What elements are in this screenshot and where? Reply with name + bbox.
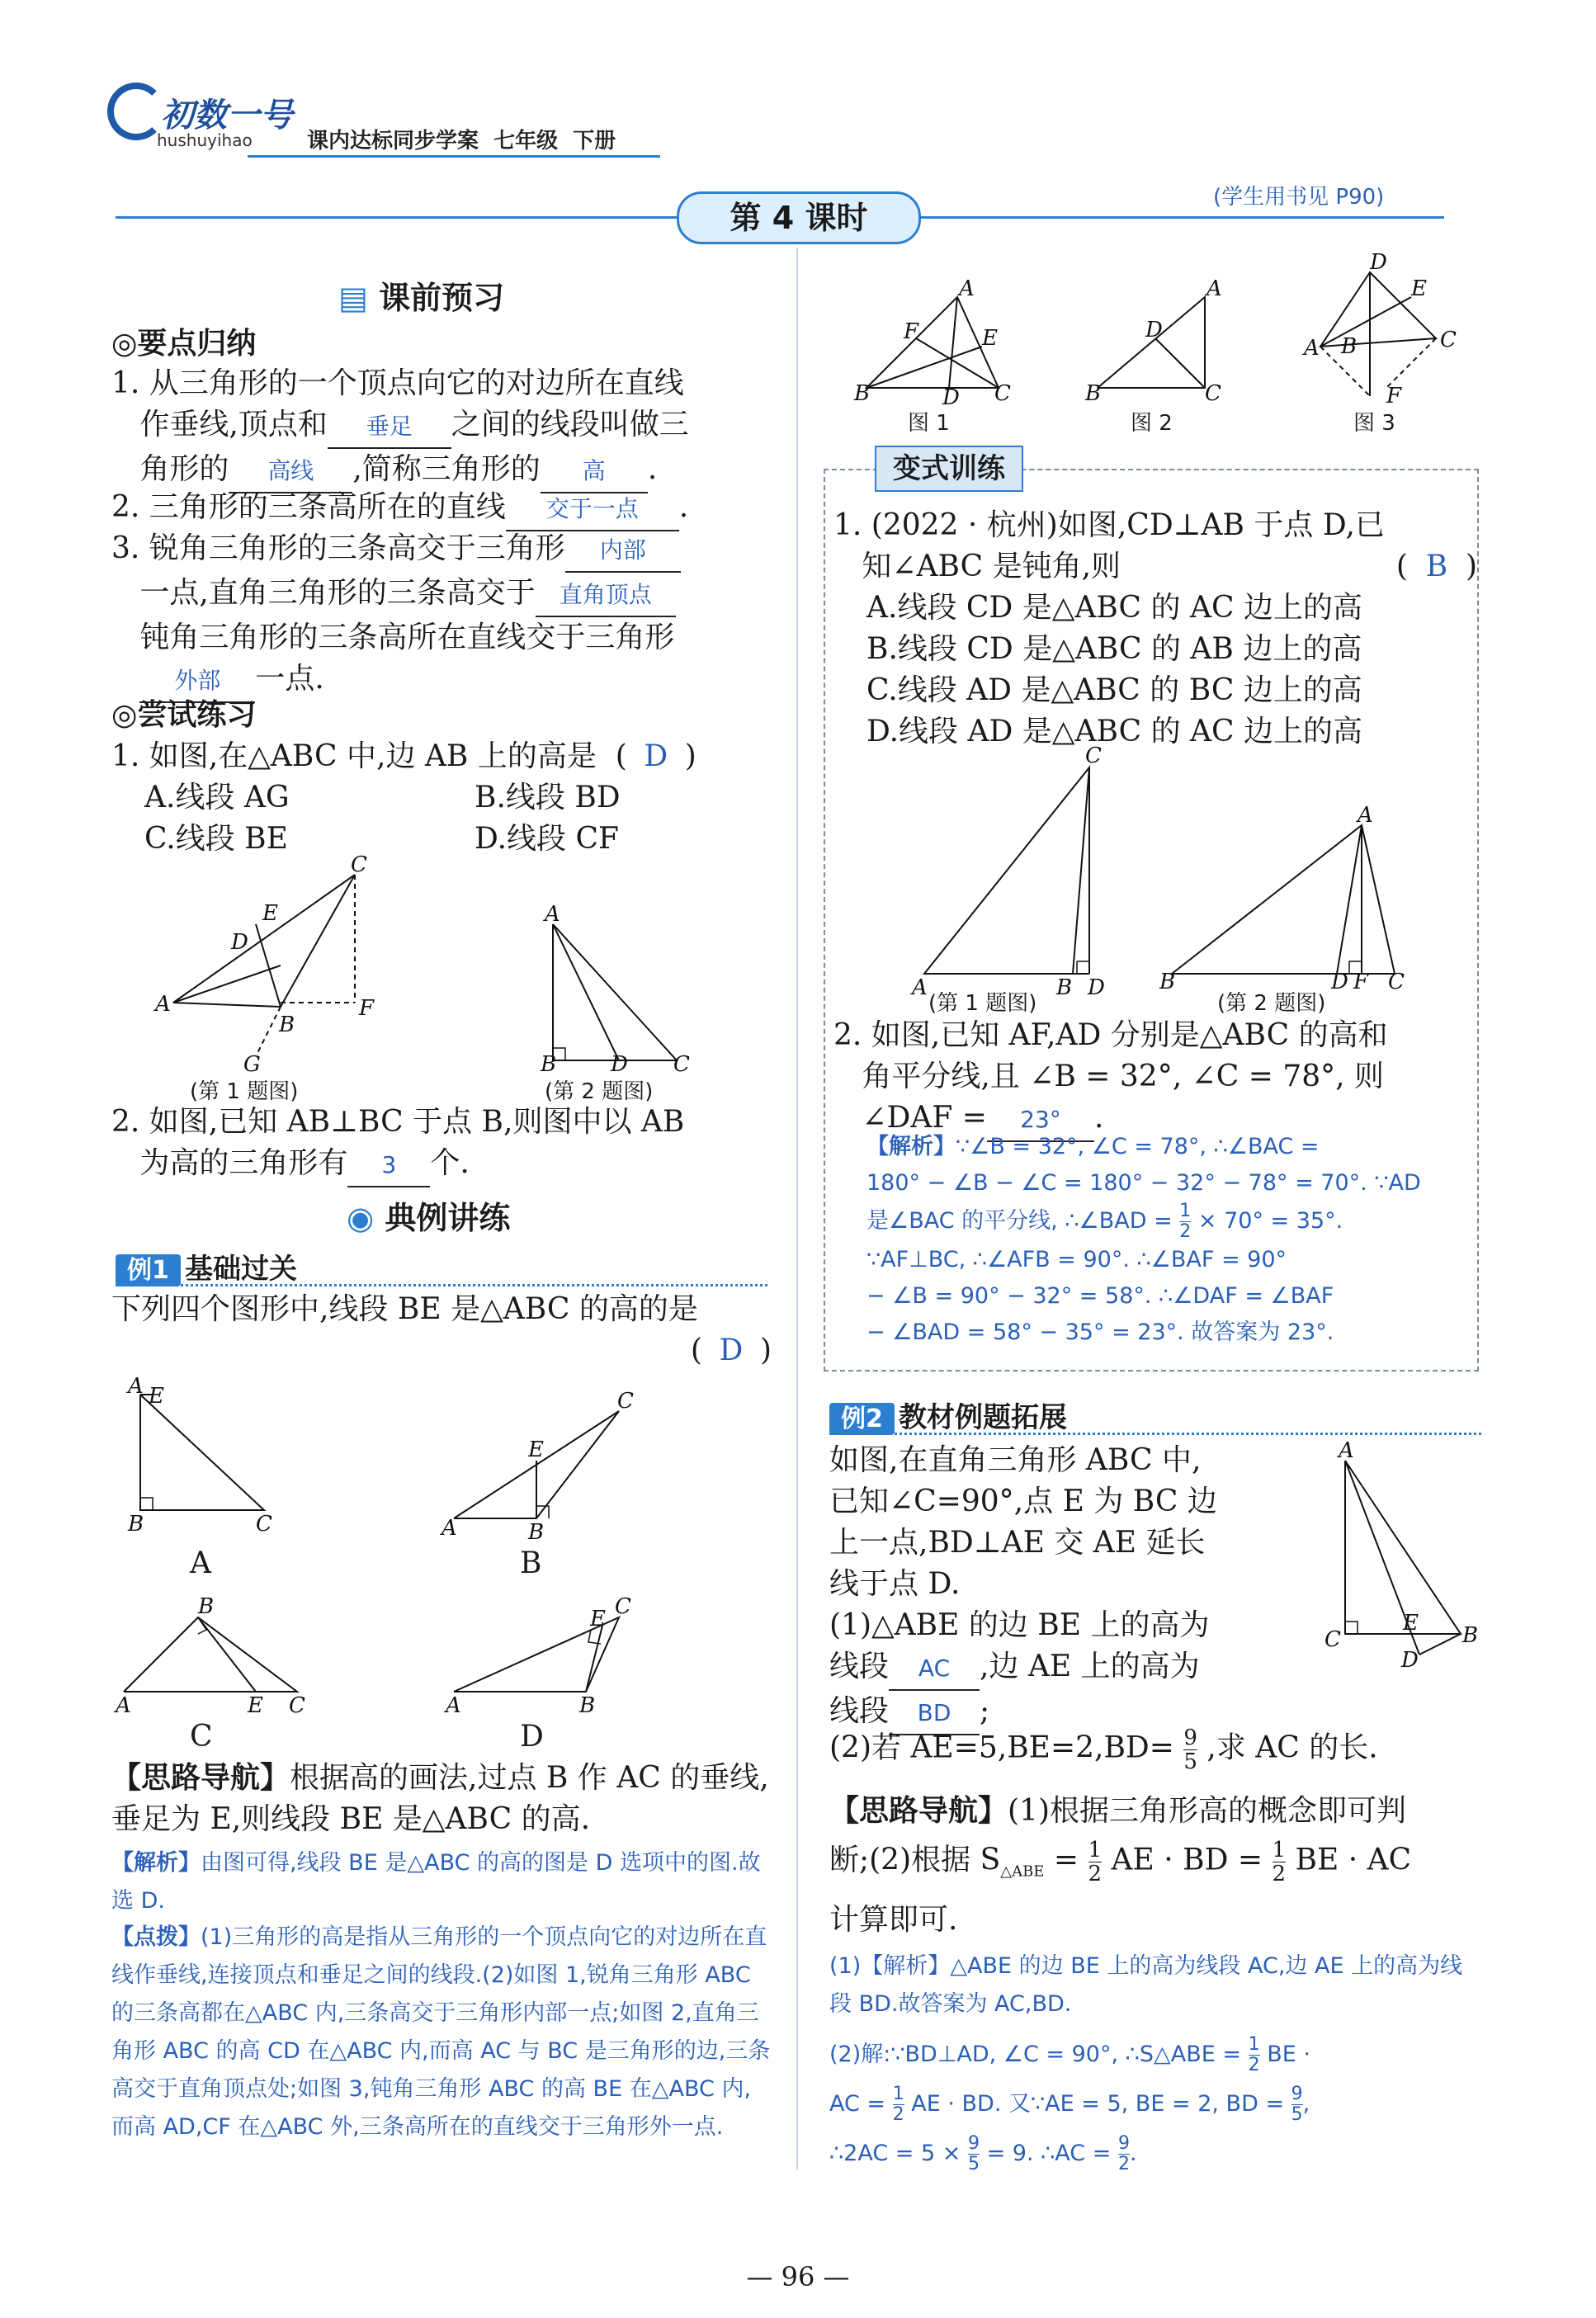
example-2-question: 如图,在直角三角形 ABC 中, 已知∠C=90°,点 E 为 BC 边 上一点,BD⊥AE 交 AE 延长 线于点 D. (1)△ABE 的边 BE 上的高为 线段 AC ,边 AE 上的高为 线段 BD ;	[829, 1440, 1258, 1735]
key-point-3: 3. 锐角三角形的三条高交于三角形 内部 一点,直角三角形的三条高交于 直角顶点 钝角三角形的三条高所在直线交于三角形 外部 一点.	[111, 528, 772, 703]
training-2-analysis: 【解析】∵∠B = 32°, ∠C = 78°, ∴∠BAC = 180° − ∠B − ∠C = 180° − 32° − 78° = 70°. ∵AD 是∠BAC 的平分线, ∴∠BAD = $\frac{1}{2}$ × 70° = 35°. ∵AF⊥BC, ∴∠AFB = 90°. ∴∠BAF = 90° − ∠B = 90° − 32° = 58°. ∴∠DAF = ∠BAF − ∠BAD = 58° − 35° = 23°. 故答案为 23°.	[866, 1134, 1421, 1345]
header-series: 课内达标同步学案 七年级 下册	[307, 129, 616, 153]
training-fig-2	[1155, 803, 1411, 994]
key-points-title: ◎要点归纳	[111, 327, 257, 361]
svg-text:D: D	[942, 385, 960, 410]
svg-text:C: C	[351, 852, 367, 877]
svg-text:A: A	[912, 975, 928, 1000]
example-1-label-c: C	[190, 1720, 213, 1754]
example-1-fig-c	[116, 1594, 314, 1718]
svg-text:B: B	[128, 1512, 144, 1537]
svg-text:A: A	[446, 1693, 461, 1718]
training-fig-1	[908, 743, 1106, 998]
book-ref: (学生用书见 P90)	[1213, 185, 1385, 210]
example-2-solution-2: (2)解:∵BD⊥AD, ∠C = 90°, ∴S△ABE = $\frac{1}{2}$ BE · AC = $\frac{1}{2}$ AE · BD. 又∵AE = 5, BE = 2, BD = $\frac{9}{5}$ , ∴2AC = 5 × $\frac{9}{5}$ = 9. ∴AC = $\frac{9}{2}$ .	[829, 2034, 1310, 2174]
svg-text:A: A	[128, 1374, 144, 1399]
svg-text:D: D	[1088, 975, 1105, 1000]
header-rule	[248, 155, 660, 158]
example-1-header: 例1 基础过关	[116, 1246, 767, 1286]
svg-text:A: A	[959, 276, 975, 301]
svg-text:B: B	[528, 1520, 545, 1545]
practice-fig-1-caption: (第 1 题图)	[190, 1079, 299, 1104]
lesson-title: 第 4 课时	[677, 191, 921, 244]
svg-text:A: A	[545, 902, 560, 927]
svg-text:C: C	[1324, 1627, 1341, 1652]
tip-fig-3-caption: 图 3	[1353, 411, 1395, 436]
tip-fig-1	[850, 276, 1011, 410]
training-title: 变式训练	[875, 446, 1023, 492]
svg-text:D: D	[231, 930, 248, 955]
svg-text:E: E	[528, 1438, 544, 1462]
svg-text:C: C	[256, 1512, 272, 1537]
svg-text:B: B	[1159, 970, 1176, 994]
svg-text:A: A	[155, 992, 171, 1017]
svg-text:A: A	[441, 1516, 457, 1541]
preview-section-title: ▤ 课前预习	[338, 280, 505, 316]
svg-text:E: E	[262, 901, 278, 926]
svg-text:A: A	[1358, 803, 1373, 828]
examples-section-title: ◉ 典例讲练	[347, 1200, 511, 1236]
example-2-guide: 【思路导航】(1)根据三角形高的概念即可判 断;(2)根据 $S_{\triangle ABE}$ = $\frac{1}{2}$ AE · BD = $\frac{1}{2}$ BE · AC 计算即可.	[829, 1794, 1412, 1937]
svg-text:B: B	[198, 1594, 215, 1619]
svg-text:C: C	[673, 1052, 690, 1077]
svg-text:C: C	[1085, 744, 1102, 768]
svg-text:C: C	[617, 1389, 634, 1414]
example-1-label-d: D	[520, 1720, 544, 1754]
brand-name: 初数一号	[161, 97, 293, 135]
lesson-rule-left	[116, 216, 677, 219]
svg-text:F: F	[1386, 384, 1402, 408]
svg-text:B: B	[1085, 381, 1102, 406]
svg-text:C: C	[1440, 328, 1457, 352]
lesson-rule-right	[916, 216, 1444, 219]
svg-text:A: A	[1339, 1438, 1354, 1463]
example-1-fig-b	[437, 1389, 635, 1545]
svg-text:B: B	[541, 1052, 557, 1077]
column-divider	[796, 248, 798, 2170]
svg-text:D: D	[611, 1052, 628, 1077]
book-icon: ▤	[338, 280, 368, 316]
practice-fig-1	[149, 852, 396, 1077]
svg-text:C: C	[615, 1594, 631, 1619]
svg-text:B: B	[1341, 334, 1358, 359]
svg-text:C: C	[289, 1693, 305, 1718]
svg-text:C: C	[1388, 970, 1405, 994]
training-1: 1. (2022 · 杭州)如图,CD⊥AB 于点 D,已 知∠ABC 是钝角,则 ( B ) A.线段 CD 是△ABC 的 AC 边上的高 B.线段 CD 是△ABC 的 AB 边上的高 C.线段 AD 是△ABC 的 BC 边上的高 D.线段 AD 是△ABC 的 AC 边上的高	[833, 508, 1477, 748]
tip-fig-3	[1296, 250, 1461, 408]
svg-text:F: F	[904, 319, 919, 344]
practice-fig-2-caption: (第 2 题图)	[545, 1079, 654, 1104]
svg-text:F: F	[1353, 970, 1369, 994]
tip-fig-2-caption: 图 2	[1131, 411, 1173, 436]
svg-text:E: E	[248, 1693, 263, 1718]
example-2-fig	[1312, 1438, 1479, 1673]
example-1-guide: 【思路导航】根据高的画法,过点 B 作 AC 的垂线,垂足为 E,则线段 BE 是△ABC 的高.	[111, 1761, 769, 1836]
svg-text:B: B	[1056, 975, 1073, 1000]
example-1-question: 下列四个图形中,线段 BE 是△ABC 的高的是 ( D )	[111, 1292, 772, 1367]
svg-text:B: B	[579, 1693, 596, 1718]
page-number: — 96 —	[746, 2261, 850, 2292]
example-2-solution-1: (1)【解析】△ABE 的边 BE 上的高为线段 AC,边 AE 上的高为线段 BD.故答案为 AC,BD.	[829, 1953, 1463, 2017]
brand-pinyin: hushuyihao	[157, 130, 253, 150]
svg-text:F: F	[359, 996, 375, 1021]
example-1-analysis: 【解析】由图可得,线段 BE 是△ABC 的高的图是 D 选项中的图.故选 D.	[111, 1850, 761, 1914]
svg-text:B: B	[1462, 1623, 1479, 1648]
practice-1: 1. 如图,在△ABC 中,边 AB 上的高是 ( D ) A.线段 AG B.线段 BD C.线段 BE D.线段 CF	[111, 739, 696, 856]
svg-text:E: E	[149, 1384, 164, 1409]
svg-text:E: E	[590, 1607, 606, 1631]
svg-text:E: E	[982, 326, 998, 351]
tip-fig-1-caption: 图 1	[908, 411, 950, 436]
practice-title: ◎尝试练习	[111, 698, 257, 732]
example-1-fig-a	[124, 1374, 289, 1543]
training-fig-2-caption: (第 2 题图)	[1217, 991, 1326, 1016]
svg-text:D: D	[1401, 1648, 1419, 1673]
tip-fig-2	[1081, 276, 1230, 406]
svg-text:G: G	[243, 1052, 261, 1077]
svg-text:D: D	[1370, 250, 1387, 275]
key-point-1: 1. 从三角形的一个顶点向它的对边所在直线 作垂线,顶点和 垂足 之间的线段叫做三 角形的 高线 ,简称三角形的 高 .	[111, 363, 772, 493]
lightbulb-icon: ◉	[347, 1200, 375, 1236]
example-1-label-b: B	[520, 1546, 542, 1580]
key-point-2: 2. 三角形的三条高所在的直线 交于一点 .	[111, 487, 688, 531]
svg-text:D: D	[1331, 970, 1348, 994]
svg-text:E: E	[1411, 276, 1427, 301]
svg-text:A: A	[116, 1693, 131, 1718]
svg-text:D: D	[1145, 318, 1163, 342]
svg-text:B: B	[279, 1013, 295, 1037]
svg-text:E: E	[1403, 1611, 1419, 1636]
example-2-part-2: (2)若 AE=5,BE=2,BD= $\frac{9}{5}$ ,求 AC 的长.	[829, 1726, 1378, 1774]
svg-text:A: A	[1304, 336, 1320, 361]
example-2-header: 例2 教材例题拓展	[829, 1395, 1481, 1435]
svg-text:C: C	[1205, 381, 1221, 406]
example-1-fig-d	[437, 1594, 635, 1718]
training-2: 2. 如图,已知 AF,AD 分别是△ABC 的高和 角平分线,且 ∠B = 32°, ∠C = 78°, 则 ∠DAF = 23° .	[833, 1015, 1477, 1142]
training-fig-1-caption: (第 1 题图)	[928, 991, 1037, 1016]
example-1-tip: 【点拨】(1)三角形的高是指从三角形的一个顶点向它的对边所在直线作垂线,连接顶点和垂足之间的线段.(2)如图 1,锐角三角形 ABC 的三条高都在△ABC 内,三条高交于三角形内部一点;如图 2,直角三角形 ABC 的高 CD 在△ABC 内,而高 AC 与 BC 是三角形的边,三条高交于直角顶点处;如图 3,钝角三角形 ABC 的高 BE 在△ABC 内,而高 AD,CF 在△ABC 外,三条高所在的直线交于三角形外一点.	[111, 1924, 771, 2140]
svg-text:B: B	[854, 381, 871, 406]
practice-2: 2. 如图,已知 AB⊥BC 于点 B,则图中以 AB 为高的三角形有 3 个.	[111, 1102, 772, 1187]
practice-fig-2	[528, 902, 710, 1077]
svg-text:A: A	[1206, 276, 1222, 301]
example-1-label-a: A	[190, 1546, 211, 1580]
svg-text:C: C	[994, 381, 1011, 406]
